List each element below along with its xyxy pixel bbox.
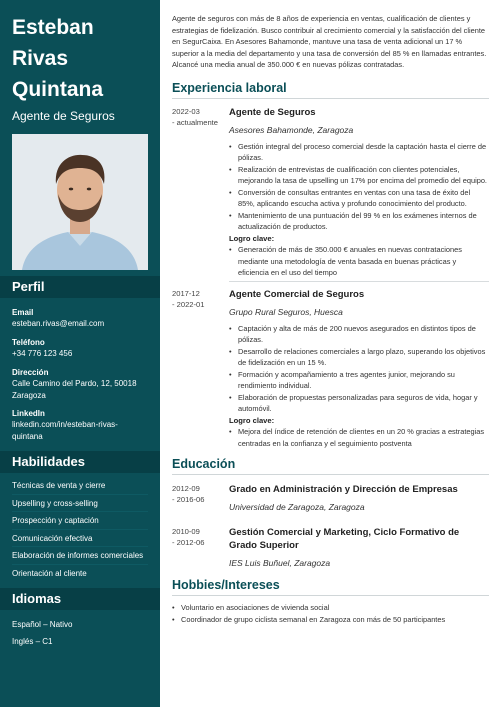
experience-entry [172, 282, 489, 449]
degree-name: Grado en Administración y Dirección de Empresas [229, 484, 458, 496]
degree-name: Gestión Comercial y Marketing, Ciclo Formativo de Grado Superior [229, 527, 460, 552]
entry-dates [172, 288, 229, 449]
contact-email-value: esteban.rivas@email.com [12, 319, 105, 328]
responsibility-item: • Mantenimiento de una puntuación del 99 % en los exámenes internos de actualización de productos. [229, 210, 489, 232]
skills-list [0, 473, 160, 582]
entry-body [229, 526, 489, 569]
date-end: - 2022-01 [172, 299, 205, 309]
job-title: Agente de Seguros [12, 109, 115, 123]
skill-item: Comunicación efectiva [12, 530, 148, 548]
profile-summary: Agente de seguros con más de 8 años de experiencia en ventas, cualificación de clientes y estrategias de fidelización. Busco contribuir al crecimiento comercial y la satisfacción del cliente en SegurCaixa. En Asesores Bahamonde, mantuve una tasa de venta adicional un 17 % superior a la media del departamento y una tasa de conversión del 85 % en llamadas entrantes. Alcancé una media anual de 350.000 € en nuevas pólizas contratadas. [172, 14, 487, 70]
languages-heading: Idiomas [0, 588, 160, 610]
date-end: - 2012-06 [172, 538, 205, 548]
hobbies-list [172, 602, 489, 625]
hobby-item: • Voluntario en asociaciones de vivienda social [172, 602, 489, 613]
contact-list [0, 298, 160, 443]
language-item: Español – Nativo [12, 620, 73, 629]
achievement-label: Logro clave: [229, 416, 275, 426]
date-start: 2022-03 [172, 106, 200, 116]
entry-body [229, 288, 489, 449]
name-line-first: Esteban [12, 16, 94, 39]
skill-item: Elaboración de informes comerciales [12, 547, 148, 565]
company-name: Asesores Bahamonde, Zaragoza [229, 124, 354, 135]
skills-heading: Habilidades [0, 451, 160, 473]
sidebar [0, 0, 160, 707]
hobby-item: • Coordinador de grupo ciclista semanal en Zaragoza con más de 50 participantes [172, 614, 489, 625]
responsibility-item: • Captación y alta de más de 200 nuevos asegurados en distintos tipos de pólizas. [229, 323, 489, 345]
entry-dates [172, 526, 229, 569]
name-line-second: Rivas [12, 47, 69, 70]
experience-entry [172, 99, 489, 282]
profile-photo [12, 134, 148, 270]
responsibility-item: • Desarrollo de relaciones comerciales a largo plazo, superando los objetivos de fidelización en un 15 %. [229, 346, 489, 368]
date-end: - actualmente [172, 117, 219, 127]
entry-body [229, 483, 489, 513]
responsibility-item: • Elaboración de propuestas personalizadas para seguros de vida, hogar y automóvil. [229, 392, 489, 414]
company-name: Grupo Rural Seguros, Huesca [229, 306, 343, 317]
contact-email-label: Email [12, 308, 34, 317]
achievement-item: • Generación de más de 350.000 € anuales en nuevas contrataciones mediante una metodología de venta basada en buenas prácticas y eficiencia en el uso del tiempo [229, 244, 489, 278]
languages-list [0, 610, 160, 650]
candidate-name [0, 0, 160, 105]
responsibility-list [229, 141, 489, 232]
entry-dates [172, 483, 229, 513]
responsibility-list [229, 323, 489, 414]
job-role: Agente Comercial de Seguros [229, 288, 365, 300]
entry-dates [172, 106, 229, 282]
date-start: 2010-09 [172, 527, 200, 537]
date-start: 2017-12 [172, 288, 200, 298]
contact-phone-value: +34 776 123 456 [12, 349, 73, 358]
education-entry [172, 475, 489, 513]
contact-phone-label: Teléfono [12, 338, 45, 347]
language-item: Inglés – C1 [12, 637, 53, 646]
institution-name: Universidad de Zaragoza, Zaragoza [229, 502, 365, 513]
institution-name: IES Luis Buñuel, Zaragoza [229, 558, 331, 569]
contact-linkedin-value: linkedin.com/in/esteban-rivas-quintana [12, 420, 118, 441]
profile-heading: Perfil [0, 276, 160, 298]
achievement-item: • Mejora del índice de retención de clientes en un 20 % gracias a estrategias centradas en la confianza y el seguimiento postventa [229, 426, 489, 448]
contact-address-label: Dirección [12, 368, 49, 377]
contact-linkedin-label: LinkedIn [12, 409, 45, 418]
hobbies-heading: Hobbies/Intereses [172, 578, 489, 596]
skill-item: Orientación al cliente [12, 568, 87, 578]
achievement-label: Logro clave: [229, 234, 275, 244]
entry-body [229, 106, 489, 282]
responsibility-item: • Formación y acompañamiento a tres agentes junior, mejorando su rendimiento individual. [229, 369, 489, 391]
skill-item: Prospección y captación [12, 512, 148, 530]
contact-address-value: Calle Camino del Pardo, 12, 50018 Zaragoza [12, 379, 137, 400]
education-heading: Educación [172, 457, 489, 475]
skill-item: Upselling y cross-selling [12, 495, 148, 513]
entry-divider [229, 281, 489, 282]
skill-item: Técnicas de venta y cierre [12, 477, 148, 495]
responsibility-item: • Gestión integral del proceso comercial desde la captación hasta el cierre de pólizas. [229, 141, 489, 163]
education-entry [172, 513, 489, 569]
date-start: 2012-09 [172, 484, 200, 494]
name-line-third: Quintana [12, 78, 104, 101]
responsibility-item: • Conversión de consultas entrantes en ventas con una tasa de éxito del 85%, aplicando escucha activa y profundo conocimiento del producto. [229, 187, 489, 209]
experience-heading: Experiencia laboral [172, 81, 489, 99]
responsibility-item: • Realización de entrevistas de cualificación con clientes potenciales, mejorando la tasa de upselling un 17% por encima del promedio del equipo. [229, 164, 489, 186]
profile-photo-image [12, 134, 148, 270]
date-end: - 2016-06 [172, 495, 205, 505]
main-content [172, 0, 489, 626]
job-role: Agente de Seguros [229, 106, 316, 118]
